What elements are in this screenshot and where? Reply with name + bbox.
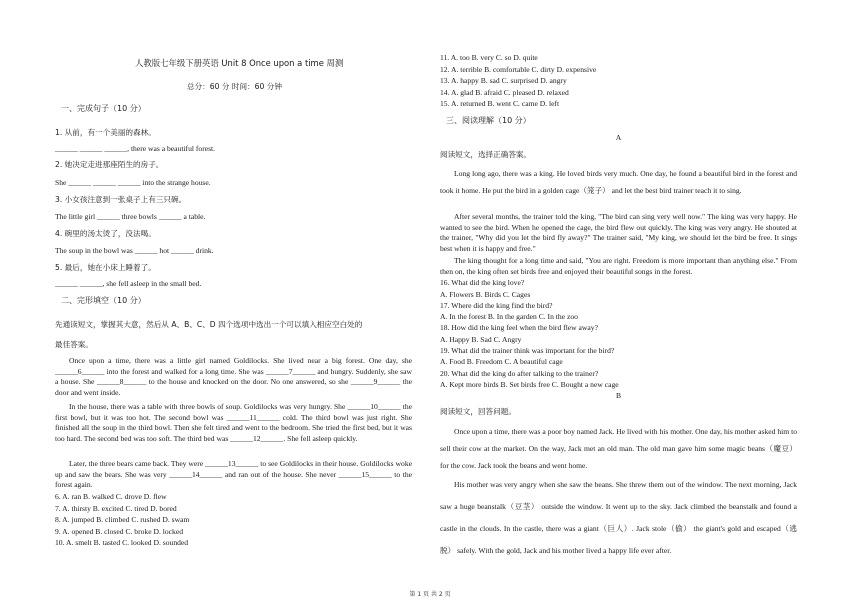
question-19: 19. What did the trainer think was important for the bird? <box>440 346 615 355</box>
cloze-option-10: 10. A. smelt B. tasted C. looked D. sounded <box>55 538 189 547</box>
exam-title: 人教版七年级下册英语 Unit 8 Once upon a time 周测 <box>135 58 344 68</box>
q3-english: The little girl ______ three bowls ______ a table. <box>55 212 206 221</box>
q2-chinese: 2. 她决定走进那座陌生的房子。 <box>55 160 164 169</box>
score-line: 总分：60 分 时间：60 分钟 <box>187 82 282 91</box>
cloze-option-12: 12. A. terrible B. comfortable C. dirty D. expensive <box>440 65 597 74</box>
passage-b-paragraph-1: Once upon a time, there was a poor boy named Jack. He lived with his mother. One day, his mother asked him to sell their cow at the market. On the way, Jack met an old man. The old man gave him some magic beans（魔豆） for the cow. Jack took the beans and went home. <box>440 427 797 470</box>
q5-chinese: 5. 最后，她在小床上睡着了。 <box>55 263 156 272</box>
cloze-instruction-line1: 先通读短文，掌握其大意，然后从 A、B、C、D 四个选项中选出一个可以填入相应空白处的 <box>55 320 363 329</box>
cloze-option-7: 7. A. thirsty B. excited C. tired D. bored <box>55 504 177 513</box>
q1-chinese: 1. 从前，有一个美丽的森林。 <box>55 128 156 137</box>
question-20: 20. What did the king do after talking to the trainer? <box>440 369 599 378</box>
cloze-option-8: 8. A. jumped B. climbed C. rushed D. swam <box>55 515 190 524</box>
cloze-paragraph-2: In the house, there was a table with three bowls of soup. Goldilocks was very hungry. She ______10______ the first bowl, but it was too hot. The second bowl was ______11______ cold. The third bowl was just right. She finished all the soup in the third bowl. Then she felt tired and went to the bedroom. She tried the first bed, but it was too hard. The second bed was too soft. The third bed was ______12______. She fell asleep quickly. <box>55 402 412 443</box>
question-17-options: A. In the forest B. In the garden C. In the zoo <box>440 312 578 321</box>
question-18: 18. How did the king feel when the bird flew away? <box>440 323 598 332</box>
question-20-options: A. Kept more birds B. Set birds free C. Bought a new cage <box>440 380 619 389</box>
cloze-paragraph-1: Once upon a time, there was a little girl named Goldilocks. She lived near a big forest. One day, she ______6______ into the forest and walked for a long time. She was ______7______ and hungry. Suddenly, she saw a house. She ______8______ to the house and knocked on the door. No one answered, so she ______9______ the door and went inside. <box>55 356 412 397</box>
question-19-options: A. Food B. Freedom C. A beautiful cage <box>440 357 563 366</box>
q2-english: She ______ ______ ______ into the strange house. <box>55 178 211 187</box>
cloze-instruction-line2: 最佳答案。 <box>55 340 93 349</box>
passage-a-paragraph-3: The king thought for a long time and said, "You are right. Freedom is more important than anything else." From then on, the king often set birds free and enjoyed their beautiful songs in the forest. <box>440 256 797 276</box>
section1-heading: 一、完成句子（10 分） <box>61 104 146 113</box>
q5-english: ______ ______, she fell asleep in the small bed. <box>55 279 202 288</box>
question-16-options: A. Flowers B. Birds C. Cages <box>440 290 531 299</box>
section3-heading: 三、阅读理解（10 分） <box>446 116 531 125</box>
cloze-option-9: 9. A. opened B. closed C. broke D. locked <box>55 527 184 536</box>
cloze-option-6: 6. A. ran B. walked C. drove D. flew <box>55 492 167 501</box>
passage-a-paragraph-1: Long long ago, there was a king. He loved birds very much. One day, he found a beautiful bird in the forest and took it home. He put the bird in a golden cage（笼子） and let the best bird trainer teach it to sing. <box>440 169 797 195</box>
cloze-option-15: 15. A. returned B. went C. came D. left <box>440 99 560 108</box>
q1-english: ______ ______ ______, there was a beautiful forest. <box>55 144 216 153</box>
passage-a-paragraph-2: After several months, the trainer told the king, "The bird can sing very well now." The king was very happy. He wanted to see the bird. When he opened the cage, the bird flew out quickly. The king was very angry. He shouted at the trainer, "Why did you let the bird fly away?" The trainer said, "My king, we should let the bird be free. It sings best when it is happy and free." <box>440 212 797 253</box>
section2-heading: 二、完形填空（10 分） <box>61 296 146 305</box>
cloze-option-11: 11. A. too B. very C. so D. quite <box>440 53 538 62</box>
q4-english: The soup in the bowl was ______ hot ______ drink. <box>55 246 214 255</box>
page-footer: 第 1 页 共 2 页 <box>409 591 451 598</box>
passage-b-instruction: 阅读短文，回答问题。 <box>440 407 516 416</box>
question-16: 16. What did the king love? <box>440 278 525 287</box>
passage-a-label: A <box>615 133 622 142</box>
cloze-paragraph-3: Later, the three bears came back. They were ______13______ to see Goldilocks in their house. Goldilocks woke up and saw the bears. She was very ______14______ and ran out of the house. She never ______15______ to the forest again. <box>55 459 412 490</box>
cloze-option-13: 13. A. happy B. sad C. surprised D. angry <box>440 76 567 85</box>
q3-chinese: 3. 小女孩注意到一张桌子上有三只碗。 <box>55 195 187 204</box>
cloze-option-14: 14. A. glad B. afraid C. pleased D. relaxed <box>440 88 569 97</box>
passage-b-label: B <box>615 391 622 400</box>
passage-a-instruction: 阅读短文，选择正确答案。 <box>440 150 532 159</box>
q4-chinese: 4. 碗里的汤太烫了，没法喝。 <box>55 229 156 238</box>
question-18-options: A. Happy B. Sad C. Angry <box>440 335 522 344</box>
question-17: 17. Where did the king find the bird? <box>440 301 553 310</box>
passage-b-paragraph-2: His mother was very angry when she saw the beans. She threw them out of the window. The next morning, Jack saw a huge beanstalk（豆茎） outside the window. It went up to the sky. Jack climbed the beanstalk and found a castle in the clouds. In the castle, there was a giant（巨人）. Jack stole（偷） the giant's gold and escaped（逃脱） safely. With the gold, Jack and his mother lived a happy life ever after. <box>440 480 797 555</box>
